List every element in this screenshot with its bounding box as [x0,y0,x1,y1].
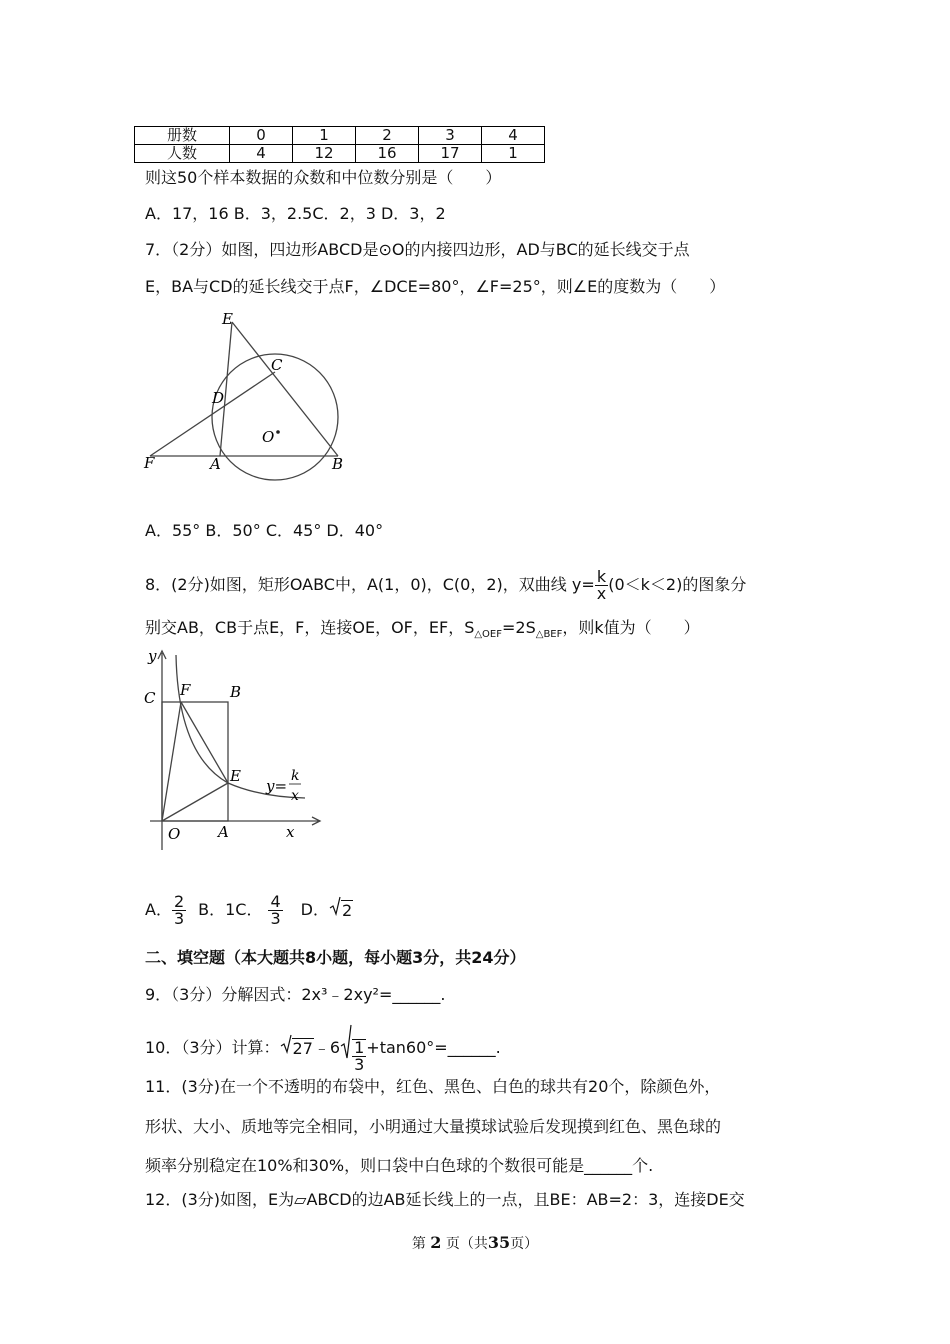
q10 [145,1024,501,1073]
table-cell: 12 [293,145,356,163]
fraction-numerator: 4 [270,892,281,911]
q7-options: A．55° B．50° C．45° D．40° [145,521,384,540]
table-cell: 0 [230,127,293,145]
line-oe [162,783,228,821]
table-header-books: 册数 [135,127,230,145]
curve-denominator: x [291,788,299,804]
fraction-numerator: 1 [354,1037,365,1057]
line-of [162,702,181,821]
page-footer [0,1233,950,1253]
frequency-table [134,126,545,163]
footer-prefix: 第 [411,1236,426,1252]
table-row [135,127,545,145]
q8-line2-end: ，则k值为（ ） [562,618,700,637]
label-c: C [271,356,283,374]
fraction-denominator: 3 [270,909,281,928]
fraction-numerator: 2 [173,892,185,911]
fraction [352,1039,366,1073]
line-ef [181,702,228,783]
radicand: 27 [292,1038,313,1058]
label-b: B [230,683,242,701]
subscript-bef: △BEF [535,629,563,641]
option-a-label: A． [145,900,172,919]
radicand: 2 [342,900,353,920]
table-cell: 1 [293,127,356,145]
label-d: D [212,389,225,407]
fraction [172,894,186,927]
table-cell: 4 [482,127,545,145]
table-cell: 4 [230,145,293,163]
q8-line1-rest: (0＜k＜2)的图象分 [608,575,747,594]
table-cell: 1 [482,145,545,163]
q10-suffix: +tan60°=______. [366,1038,501,1057]
q7-line2: E，BA与CD的延长线交于点F，∠DCE=80°，∠F=25°，则∠E的度数为（ ） [145,277,726,296]
center-dot [276,430,280,434]
option-b-c-label: B．1C． [198,900,263,919]
subscript-oef: △OEF [474,629,502,641]
table-cell: 17 [419,145,482,163]
q11-line3: 频率分别稳定在10%和30%，则口袋中白色球的个数很可能是______个. [145,1156,654,1175]
q8-line1 [145,568,746,602]
radical-icon [280,1034,292,1054]
label-x: x [286,823,295,841]
footer-middle: 页（共 [445,1236,488,1252]
label-y: y [148,647,157,665]
label-b: B [332,455,344,473]
curve-numerator: k [291,768,300,784]
q10-prefix: 10．（3分）计算： [145,1038,280,1057]
label-f: F [180,681,191,699]
label-o: O [262,428,275,446]
q10-mid: ﹣6 [313,1038,341,1057]
total-pages: 35 [487,1233,511,1252]
q11-line2: 形状、大小、质地等完全相同，小明通过大量摸球试验后发现摸到红色、黑色球的 [145,1117,722,1136]
label-e: E [230,767,241,785]
q8-line1-text: 8．(2分)如图，矩形OABC中，A(1，0)，C(0，2)，双曲线 y= [145,575,595,594]
q8-options [145,888,353,933]
fraction-denominator: 3 [173,909,185,928]
sqrt-symbol [340,1024,366,1073]
q7-circle-figure [140,308,360,498]
q8-line2-mid: =2S [502,618,536,637]
sqrt-symbol [280,1031,314,1067]
label-a: A [210,455,221,473]
fraction-numerator: k [595,569,608,586]
label-f: F [144,454,155,472]
q9: 9．（3分）分解因式：2x³﹣2xy²=______. [145,985,446,1004]
q8-hyperbola-figure [140,645,340,855]
q7-line1: 7．（2分）如图，四边形ABCD是⊙O的内接四边形，AD与BC的延长线交于点 [145,240,690,259]
label-o: O [168,825,181,843]
q12: 12．(3分)如图，E为▱ABCD的边AB延长线上的一点，且BE：AB=2：3，连接DE交 [145,1190,745,1209]
table-row [135,145,545,163]
q8-line2-text: 别交AB，CB于点E，F，连接OE，OF，EF，S [145,618,475,637]
radical-icon [340,1024,352,1060]
table-cell: 3 [419,127,482,145]
label-e: E [222,310,233,328]
table-cell: 16 [356,145,419,163]
curve-equation: y= [266,777,288,795]
sqrt-symbol [329,889,353,933]
section-title: 二、填空题（本大题共8小题，每小题3分，共24分） [145,948,526,967]
q11-line1: 11．(3分)在一个不透明的布袋中，红色、黑色、白色的球共有20个，除颜色外， [145,1077,721,1096]
fraction [595,569,608,602]
q8-line2 [145,618,700,645]
table-header-people: 人数 [135,145,230,163]
fraction [268,894,282,927]
table-cell: 2 [356,127,419,145]
radical-icon [329,896,341,916]
fraction-denominator: 3 [354,1054,365,1074]
q6-stem: 则这50个样本数据的众数和中位数分别是（ ） [145,168,502,187]
q6-options: A．17，16 B．3，2.5C．2，3 D．3，2 [145,204,446,223]
label-a: A [218,823,229,841]
footer-suffix: 页） [510,1236,539,1252]
line-fc [150,372,275,456]
label-c: C [144,689,156,707]
option-d-label: D． [300,900,329,919]
page-number: 2 [430,1233,442,1252]
fraction-denominator: x [596,584,607,603]
line-eb [232,322,338,456]
